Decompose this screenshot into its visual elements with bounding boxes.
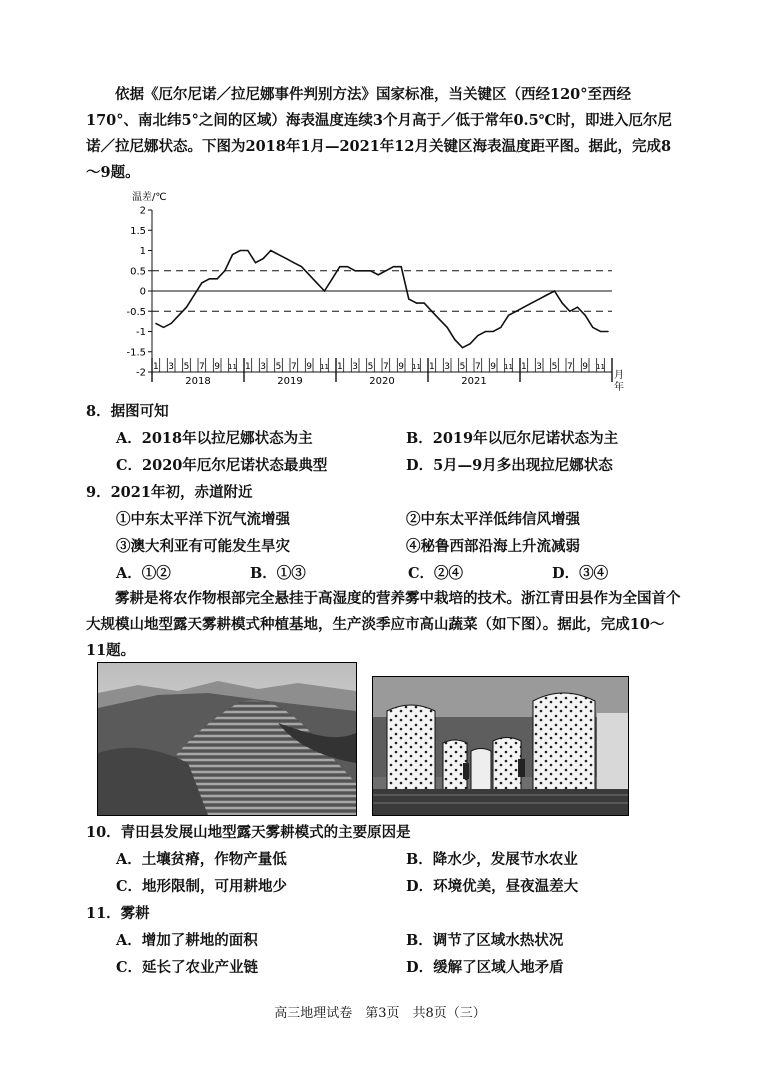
year-tick-label: 2018 — [185, 376, 211, 387]
intro-paragraph-2: 雾耕是将农作物根部完全悬挂于高湿度的营养雾中栽培的技术。浙江青田县作为全国首个大规模山地型露天雾耕模式种植基地，生产淡季应市高山蔬菜（如下图）。据此，完成10～11题。 — [86, 590, 681, 659]
data-point — [562, 303, 563, 304]
q8-option-c[interactable]: C．2020年厄尔尼诺状态最典型 — [116, 457, 328, 474]
month-tick-label: 7 — [198, 362, 205, 372]
data-point — [462, 347, 463, 348]
data-point — [171, 323, 172, 324]
data-point — [194, 294, 195, 295]
data-point — [355, 270, 356, 271]
y-tick-label: -1.5 — [126, 347, 146, 359]
data-point — [493, 331, 494, 332]
month-tick-label: 5 — [275, 362, 282, 372]
q9-statement-2: ②中东太平洋低纬信风增强 — [406, 511, 580, 528]
data-point — [401, 266, 402, 267]
data-point — [431, 311, 432, 312]
q9-statement-1: ①中东太平洋下沉气流增强 — [116, 511, 290, 528]
data-point — [309, 274, 310, 275]
data-point — [531, 303, 532, 304]
q9-statement-3: ③澳大利亚有可能发生旱灾 — [116, 538, 290, 555]
question-9-stem: 9．2021年初，赤道附近 — [86, 484, 253, 501]
data-point — [247, 250, 248, 251]
month-tick-label: 7 — [382, 362, 389, 372]
month-tick-label: 9 — [398, 362, 405, 372]
y-tick-label: -2 — [136, 367, 146, 379]
data-point — [500, 327, 501, 328]
month-tick-label: 7 — [474, 362, 481, 372]
month-tick-label: 3 — [536, 362, 543, 372]
data-point — [508, 315, 509, 316]
data-point — [585, 315, 586, 316]
y-tick-label: -1 — [136, 327, 146, 338]
year-tick-label: 2021 — [461, 376, 487, 387]
data-point — [393, 266, 394, 267]
data-point — [523, 307, 524, 308]
question-10-stem: 10．青田县发展山地型露天雾耕模式的主要原因是 — [86, 824, 411, 841]
month-tick-label: 11 — [320, 363, 329, 371]
y-tick-label: 1 — [139, 246, 146, 257]
data-point — [485, 331, 486, 332]
q11-option-d[interactable]: D．缓解了区域人地矛盾 — [406, 959, 564, 976]
data-point — [163, 327, 164, 328]
month-tick-label: 11 — [412, 363, 421, 371]
data-point — [447, 327, 448, 328]
sst-anomaly-chart — [126, 190, 630, 405]
data-point — [416, 303, 417, 304]
month-tick-label: 1 — [520, 362, 527, 372]
q9-option-d[interactable]: D．③④ — [552, 565, 609, 582]
month-tick-label: 5 — [459, 362, 466, 372]
month-tick-label: 1 — [152, 362, 159, 372]
data-point — [347, 266, 348, 267]
data-point — [201, 282, 202, 283]
q8-option-b[interactable]: B．2019年以厄尔尼诺状态为主 — [406, 430, 619, 447]
data-point — [370, 270, 371, 271]
data-point — [270, 250, 271, 251]
q10-option-b[interactable]: B．降水少，发展节水农业 — [406, 851, 578, 868]
data-point — [424, 303, 425, 304]
data-point — [378, 274, 379, 275]
page-footer: 高三地理试卷 第3页 共8页（三） — [274, 1006, 486, 1021]
data-point — [600, 331, 601, 332]
data-point — [439, 319, 440, 320]
month-tick-label: 3 — [168, 362, 175, 372]
month-tick-label: 3 — [352, 362, 359, 372]
data-point — [608, 331, 609, 332]
data-point — [516, 311, 517, 312]
data-point — [316, 282, 317, 283]
data-point — [332, 278, 333, 279]
data-point — [263, 258, 264, 259]
data-point — [286, 258, 287, 259]
x-axis-label-year: 年 — [614, 382, 624, 393]
intro-paragraph-1: 依据《厄尔尼诺／拉尼娜事件判别方法》国家标准，当关键区（西经120°至西经170°、南北纬5°之间的区域）海表温度连续3个月高于／低于常年0.5℃时，即进入厄尔尼诺／拉尼娜状态。下图为2018年1月—2021年12月关键区海表温度距平图。据此，完成8～9题。 — [86, 86, 673, 181]
data-point — [155, 323, 156, 324]
data-point — [362, 270, 363, 271]
y-tick-label: -0.5 — [126, 306, 146, 318]
data-point — [477, 335, 478, 336]
data-point — [385, 270, 386, 271]
data-point — [324, 290, 325, 291]
month-tick-label: 5 — [551, 362, 558, 372]
data-point — [577, 307, 578, 308]
q8-option-a[interactable]: A．2018年以拉尼娜状态为主 — [116, 430, 313, 447]
aeroponic-towers-photo — [372, 676, 629, 816]
data-point — [454, 339, 455, 340]
q9-option-a[interactable]: A．①② — [116, 565, 171, 582]
data-point — [217, 278, 218, 279]
data-point — [546, 294, 547, 295]
month-tick-label: 9 — [306, 362, 313, 372]
q10-option-a[interactable]: A．土壤贫瘠，作物产量低 — [116, 851, 287, 868]
q10-option-d[interactable]: D．环境优美，昼夜温差大 — [406, 878, 579, 895]
data-point — [339, 266, 340, 267]
year-tick-label: 2019 — [277, 376, 303, 387]
y-tick-label: 0 — [139, 286, 146, 298]
question-11-stem: 11．雾耕 — [86, 905, 150, 922]
data-point — [232, 254, 233, 255]
month-tick-label: 11 — [228, 363, 237, 371]
x-axis-label-month: 月 — [614, 370, 624, 381]
month-tick-label: 11 — [596, 363, 605, 371]
data-point — [569, 311, 570, 312]
y-tick-label: 2 — [139, 205, 146, 217]
data-point — [470, 343, 471, 344]
month-tick-label: 9 — [490, 362, 497, 372]
month-tick-label: 3 — [260, 362, 267, 372]
month-tick-label: 1 — [428, 362, 435, 372]
data-point — [255, 262, 256, 263]
data-point — [408, 299, 409, 300]
y-axis-label: 温差/℃ — [132, 192, 167, 203]
anomaly-series-line — [156, 251, 608, 348]
month-tick-label: 7 — [290, 362, 297, 372]
data-point — [539, 299, 540, 300]
month-tick-label: 9 — [214, 362, 221, 372]
data-point — [178, 315, 179, 316]
data-point — [209, 278, 210, 279]
y-tick-label: 1.5 — [130, 225, 146, 237]
data-point — [278, 254, 279, 255]
month-tick-label: 3 — [444, 362, 451, 372]
data-point — [293, 262, 294, 263]
q9-option-c[interactable]: C．②④ — [408, 565, 464, 582]
data-point — [301, 266, 302, 267]
q10-option-c[interactable]: C．地形限制，可用耕地少 — [116, 878, 288, 895]
data-point — [592, 327, 593, 328]
q11-option-c[interactable]: C．延长了农业产业链 — [116, 959, 259, 976]
data-point — [554, 290, 555, 291]
q9-statement-4: ④秘鲁西部沿海上升流减弱 — [406, 538, 580, 555]
data-point — [240, 250, 241, 251]
month-tick-label: 9 — [582, 362, 589, 372]
data-point — [186, 307, 187, 308]
month-tick-label: 1 — [336, 362, 343, 372]
month-tick-label: 1 — [244, 362, 251, 372]
y-tick-label: 0.5 — [130, 266, 146, 278]
question-8-stem: 8．据图可知 — [86, 403, 169, 420]
month-tick-label: 7 — [566, 362, 573, 372]
q11-option-b[interactable]: B．调节了区域水热状况 — [406, 932, 564, 949]
year-tick-label: 2020 — [369, 376, 395, 387]
q9-option-b[interactable]: B．①③ — [250, 565, 306, 582]
month-tick-label: 5 — [367, 362, 374, 372]
data-point — [224, 270, 225, 271]
month-tick-label: 11 — [504, 363, 513, 371]
q11-option-a[interactable]: A．增加了耕地的面积 — [116, 932, 258, 949]
q8-option-d[interactable]: D．5月—9月多出现拉尼娜状态 — [406, 457, 613, 474]
month-tick-label: 5 — [183, 362, 190, 372]
terraced-hills-photo — [97, 662, 357, 816]
